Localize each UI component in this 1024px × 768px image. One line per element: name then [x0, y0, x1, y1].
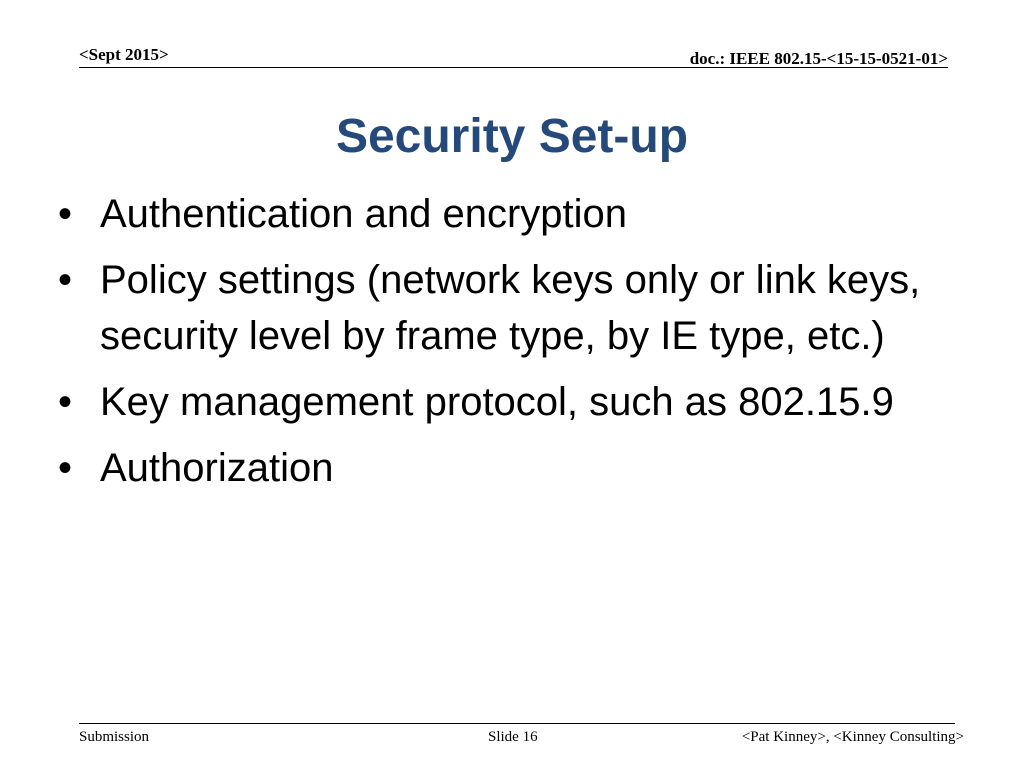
- footer-submission: Submission: [79, 729, 150, 745]
- footer-slide-number: Slide 16: [488, 729, 538, 745]
- bullet-item: [58, 440, 958, 496]
- footer-author: <Pat Kinney>, <Kinney Consulting>: [741, 729, 964, 745]
- bullet-icon: •: [58, 380, 73, 424]
- bullet-text: Authorization: [100, 446, 334, 490]
- bullet-icon: •: [58, 258, 73, 302]
- bullet-item: [58, 252, 958, 364]
- bullet-text: Policy settings (network keys only or link keys, security level by frame type, by IE type, etc.): [100, 258, 921, 358]
- header-date: <Sept 2015>: [79, 45, 169, 64]
- header-divider: [79, 67, 948, 68]
- bullet-item: [58, 186, 958, 242]
- bullet-text: Authentication and encryption: [100, 192, 628, 236]
- bullet-icon: •: [58, 446, 73, 490]
- bullet-item: [58, 374, 958, 430]
- footer-divider: [79, 723, 955, 724]
- bullet-list: [58, 186, 958, 506]
- bullet-text: Key management protocol, such as 802.15.9: [100, 380, 894, 424]
- header-doc-id: doc.: IEEE 802.15-<15-15-0521-01>: [689, 49, 948, 68]
- bullet-icon: •: [58, 192, 73, 236]
- slide-title: Security Set-up: [335, 110, 689, 163]
